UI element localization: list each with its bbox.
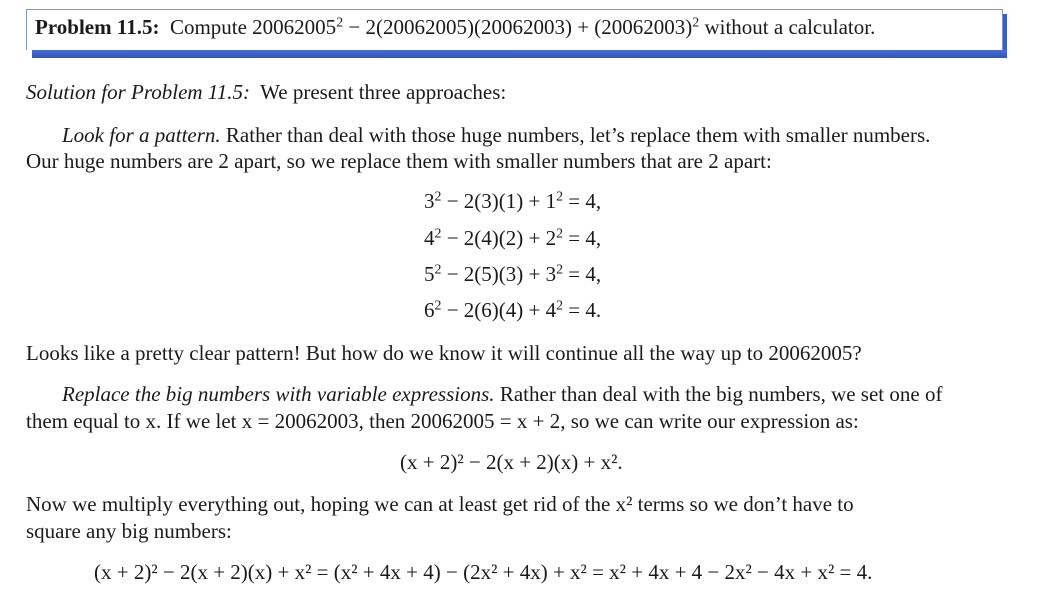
approach2-line1-rest: Rather than deal with the big numbers, we set one of bbox=[499, 382, 943, 406]
eq-base: 5 bbox=[424, 262, 435, 286]
problem-text-mid: − 2(20062005)(20062003) + (20062003) bbox=[343, 15, 693, 39]
eq-base: 6 bbox=[424, 298, 435, 322]
problem-text-post: without a calculator. bbox=[699, 15, 876, 39]
solution-label: Solution for Problem 11.5: bbox=[26, 80, 250, 104]
eq-end: = 4, bbox=[563, 226, 602, 250]
problem-text-pre: Compute 20062005 bbox=[169, 15, 337, 39]
equation-row: $3^2 - 2(3)(1) + 1^2 = 4$, bbox=[424, 188, 602, 213]
approach2-para-line1: Now we multiply everything out, hoping we can at least get rid of the x² terms so we don’t have to bbox=[26, 492, 854, 516]
equation-row: $4^2 - 2(4)(2) + 2^2 = 4$, bbox=[424, 225, 602, 250]
eq-mid: − 2(3)(1) + 1 bbox=[441, 189, 557, 213]
approach2-line1 bbox=[62, 384, 942, 405]
equation-row: $5^2 - 2(5)(3) + 3^2 = 4$, bbox=[424, 261, 602, 286]
eq-end: = 4, bbox=[563, 189, 602, 213]
solution-intro: We present three approaches: bbox=[260, 80, 507, 104]
approach2-title: Replace the big numbers with variable expressions. bbox=[62, 382, 495, 406]
problem-exp1: 2 bbox=[336, 14, 344, 30]
approach1-title: Look for a pattern. bbox=[62, 123, 221, 147]
problem-exp2: 2 bbox=[692, 14, 700, 30]
eq-end: = 4. bbox=[563, 298, 602, 322]
approach1-line1 bbox=[62, 125, 930, 146]
approach2-expression: (x + 2)² − 2(x + 2)(x) + x². bbox=[400, 450, 623, 474]
approach1-line1-rest: Rather than deal with those huge numbers, let’s replace them with smaller numbers. bbox=[225, 123, 931, 147]
approach2-line2: them equal to x. If we let x = 20062003, then 20062005 = x + 2, so we can write our expression as: bbox=[26, 409, 859, 433]
approach1-conclusion: Looks like a pretty clear pattern! But how do we know it will continue all the way up to 20062005? bbox=[26, 341, 862, 365]
eq-mid: − 2(6)(4) + 4 bbox=[441, 298, 557, 322]
eq-base: 3 bbox=[424, 189, 435, 213]
problem-box-shadow-bottom bbox=[32, 50, 1007, 58]
eq-mid: − 2(5)(3) + 3 bbox=[441, 262, 557, 286]
problem-statement bbox=[35, 14, 876, 39]
final-equation: (x + 2)² − 2(x + 2)(x) + x² = (x² + 4x + 4) − (2x² + 4x) + x² = x² + 4x + 4 − 2x² − 4x + x² = 4. bbox=[94, 560, 873, 584]
approach1-line2: Our huge numbers are 2 apart, so we replace them with smaller numbers that are 2 apart: bbox=[26, 149, 772, 173]
eq-mid: − 2(4)(2) + 2 bbox=[441, 226, 557, 250]
eq-end: = 4, bbox=[563, 262, 602, 286]
approach2-para-line2: square any big numbers: bbox=[26, 519, 232, 543]
problem-label: Problem 11.5: bbox=[35, 15, 160, 39]
solution-heading bbox=[26, 82, 506, 103]
equation-row: $6^2 - 2(6)(4) + 4^2 = 4$. bbox=[424, 297, 602, 322]
eq-base: 4 bbox=[424, 226, 435, 250]
